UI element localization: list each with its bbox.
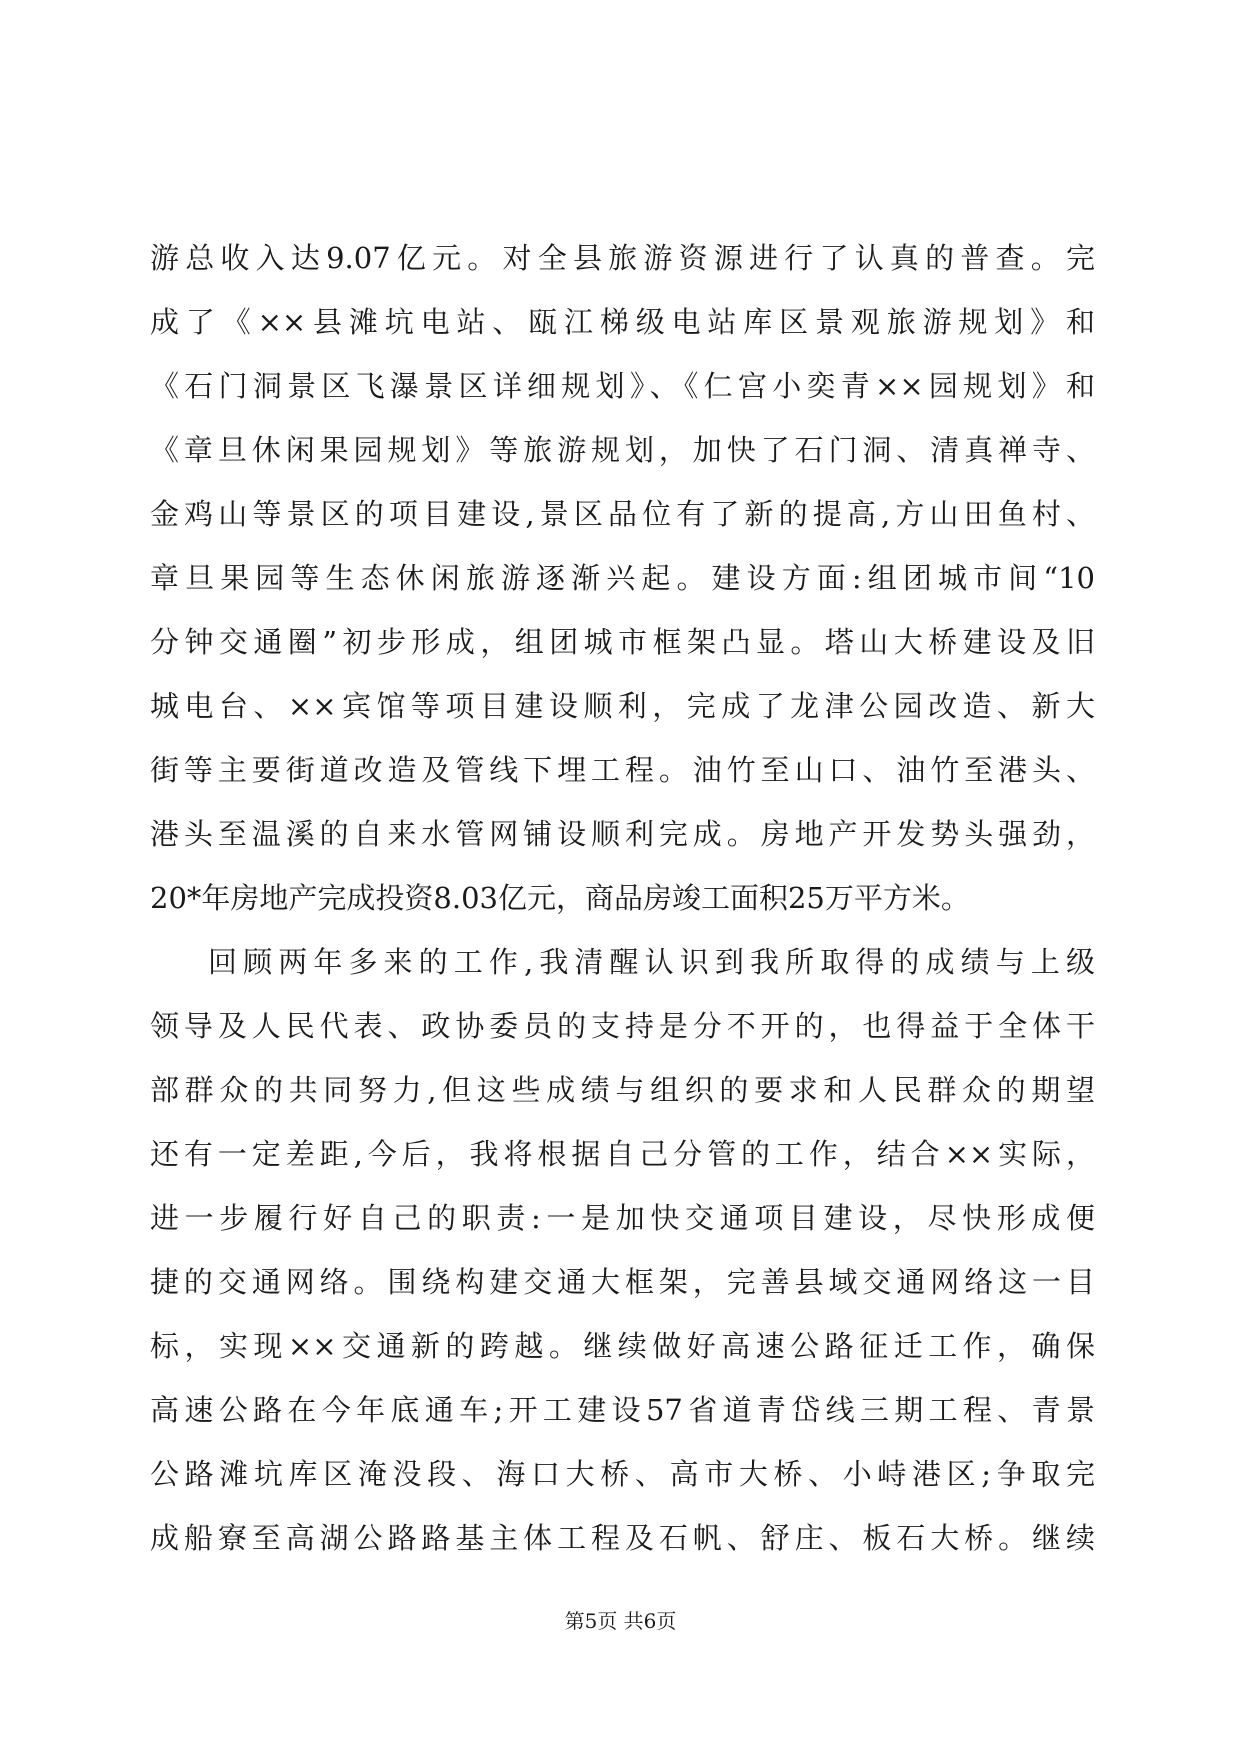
document-body [150, 226, 1095, 1570]
text-line: 进一步履行好自己的职责:一是加快交通项目建设，尽快形成便 [150, 1201, 1095, 1235]
text-line: 《石门洞景区飞瀑景区详细规划》、《仁宫小奕青××园规划》和 [150, 369, 1095, 403]
text-line: 《章旦休闲果园规划》等旅游规划，加快了石门洞、清真禅寺、 [150, 433, 1095, 467]
text-line: 港头至温溪的自来水管网铺设顺利完成。房地产开发势头强劲， [150, 817, 1095, 851]
paragraph [150, 226, 1095, 930]
text-line: 章旦果园等生态休闲旅游逐渐兴起。建设方面:组团城市间“10 [150, 561, 1095, 595]
text-line: 城电台、××宾馆等项目建设顺利，完成了龙津公园改造、新大 [150, 689, 1095, 723]
page-footer [0, 1605, 1241, 1634]
text-line: 成了《××县滩坑电站、瓯江梯级电站库区景观旅游规划》和 [150, 305, 1095, 339]
text-line: 高速公路在今年底通车;开工建设57省道青岱线三期工程、青景 [150, 1393, 1095, 1427]
page-number-label: 第5页 共6页 [564, 1609, 677, 1633]
text-line: 分钟交通圈”初步形成，组团城市框架凸显。塔山大桥建设及旧 [150, 625, 1095, 659]
text-line: 标，实现××交通新的跨越。继续做好高速公路征迁工作，确保 [150, 1329, 1095, 1363]
text-line: 金鸡山等景区的项目建设,景区品位有了新的提高,方山田鱼村、 [150, 497, 1095, 531]
text-line: 回顾两年多来的工作,我清醒认识到我所取得的成绩与上级 [208, 945, 1095, 979]
text-line: 公路滩坑库区淹没段、海口大桥、高市大桥、小峙港区;争取完 [150, 1457, 1095, 1491]
text-line: 部群众的共同努力,但这些成绩与组织的要求和人民群众的期望 [150, 1073, 1095, 1107]
text-line: 捷的交通网络。围绕构建交通大框架，完善县域交通网络这一目 [150, 1265, 1095, 1299]
text-line: 成船寮至高湖公路路基主体工程及石帆、舒庄、板石大桥。继续 [150, 1521, 1095, 1555]
text-line: 街等主要街道改造及管线下埋工程。油竹至山口、油竹至港头、 [150, 753, 1095, 787]
text-line: 还有一定差距,今后，我将根据自己分管的工作，结合××实际， [150, 1137, 1095, 1171]
text-line: 20*年房地产完成投资8.03亿元，商品房竣工面积25万平方米。 [150, 881, 970, 915]
text-line: 游总收入达9.07亿元。对全县旅游资源进行了认真的普查。完 [150, 241, 1095, 275]
paragraph [150, 930, 1095, 1570]
text-line: 领导及人民代表、政协委员的支持是分不开的，也得益于全体干 [150, 1009, 1095, 1043]
